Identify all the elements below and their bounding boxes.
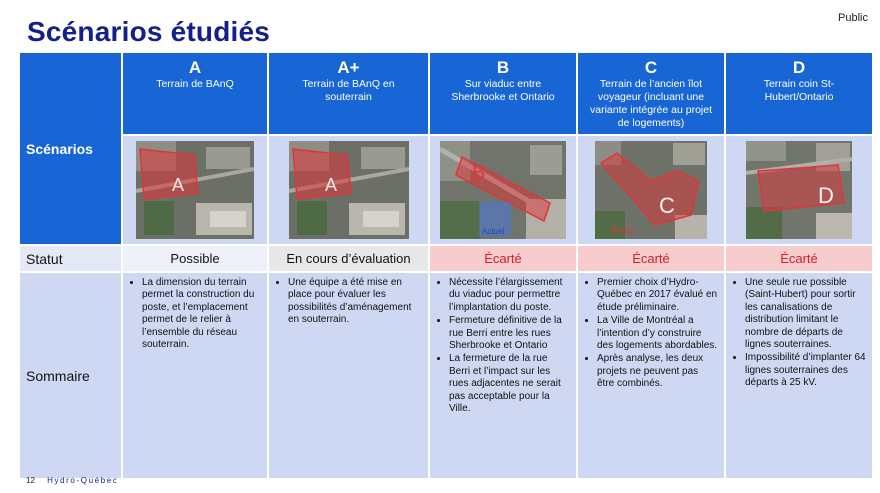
site-image-d	[726, 136, 872, 244]
scenario-subtitle: Terrain de BAnQ	[156, 78, 234, 90]
summary-list	[434, 277, 570, 415]
scenario-letter: A	[188, 58, 202, 77]
summary-a-plus	[269, 273, 428, 478]
scenario-subtitle: Terrain de BAnQ en souterrain	[302, 78, 395, 103]
summary-a	[123, 273, 267, 478]
aerial-photo-b	[440, 141, 566, 239]
summary-item: • Impossibilité d’implanter 64 lignes souterraines des départs à 25 kV.	[745, 352, 866, 389]
summary-list	[730, 277, 866, 390]
map-site-label: D	[818, 183, 834, 208]
map-site-label: B	[472, 162, 486, 184]
status-a-plus: En cours d’évaluation	[269, 246, 428, 271]
status-c: Écarté	[578, 246, 724, 271]
summary-item: • Une équipe a été mise en place pour évaluer les possibilités d’aménagement en souterrain.	[288, 277, 422, 327]
summary-c	[578, 273, 724, 478]
status-b: Écarté	[430, 246, 576, 271]
summary-item: • Premier choix d’Hydro-Québec en 2017 évalué en étude préliminaire.	[597, 277, 718, 314]
map-banq-label: BAnQ	[611, 226, 633, 235]
summary-item: • Une seule rue possible (Saint-Hubert) pour sortir les canalisations de distribution limitant le nombre de départs de lignes souterraines.	[745, 277, 866, 351]
summary-item: • Fermeture définitive de la rue Berri entre les rues Sherbrooke et Ontario	[449, 315, 570, 352]
scenario-subtitle: Sur viaduc entre Sherbrooke et Ontario	[451, 78, 555, 103]
row-label-scenarios-text: Scénarios	[26, 140, 93, 157]
header-scenario-b	[430, 53, 576, 134]
row-label-statut-text: Statut	[26, 250, 63, 267]
aerial-photo-a	[136, 141, 254, 239]
status-a: Possible	[123, 246, 267, 271]
summary-item: • Après analyse, les deux projets ne peuvent pas être combinés.	[597, 353, 718, 390]
summary-item: • La Ville de Montréal a l’intention d’y construire des logements abordables.	[597, 315, 718, 352]
row-label-scenarios	[20, 53, 121, 244]
scenario-letter: A+	[337, 58, 360, 77]
map-site-label: A	[324, 175, 337, 195]
summary-list	[582, 277, 718, 391]
summary-d	[726, 273, 872, 478]
site-image-a-plus	[269, 136, 428, 244]
scenario-letter: C	[644, 58, 658, 77]
aerial-photo-a-plus	[289, 141, 409, 239]
summary-list	[127, 277, 261, 351]
row-label-statut	[20, 246, 121, 271]
header-scenario-d	[726, 53, 872, 134]
scenario-subtitle: Terrain coin St-Hubert/Ontario	[763, 78, 835, 103]
summary-item: • La dimension du terrain permet la construction du poste, et l’emplacement permet de le relier à l’ensemble du réseau souterrain.	[142, 277, 261, 351]
map-site-label: C	[659, 193, 675, 218]
row-label-sommaire	[20, 273, 121, 478]
scenario-subtitle: Terrain de l’ancien îlot voyageur (incluant une variante intégrée au projet de logements)	[590, 78, 712, 129]
row-label-sommaire-text: Sommaire	[26, 367, 90, 384]
scenario-letter: B	[496, 58, 510, 77]
map-current-label: Actuel	[482, 227, 505, 236]
footer	[26, 476, 118, 485]
site-image-b	[430, 136, 576, 244]
page-number: 12	[26, 476, 35, 485]
status-d: Écarté	[726, 246, 872, 271]
summary-b	[430, 273, 576, 478]
scenario-letter: D	[792, 58, 806, 77]
summary-list	[273, 277, 422, 327]
header-scenario-a-plus	[269, 53, 428, 134]
site-image-c	[578, 136, 724, 244]
summary-item: • La fermeture de la rue Berri et l’impact sur les rues adjacentes ne serait pas acceptable pour la Ville.	[449, 353, 570, 415]
site-image-a	[123, 136, 267, 244]
brand-name: Hydro-Québec	[47, 476, 119, 485]
summary-item: • Nécessite l’élargissement du viaduc pour permettre l’implantation du poste.	[449, 277, 570, 314]
classification-label: Public	[838, 12, 868, 24]
header-scenario-c	[578, 53, 724, 134]
page-title: Scénarios étudiés	[27, 16, 271, 47]
scenario-table	[20, 53, 866, 478]
aerial-photo-d	[746, 141, 852, 239]
header-scenario-a	[123, 53, 267, 134]
aerial-photo-c	[595, 141, 707, 239]
map-site-label: A	[172, 175, 185, 195]
